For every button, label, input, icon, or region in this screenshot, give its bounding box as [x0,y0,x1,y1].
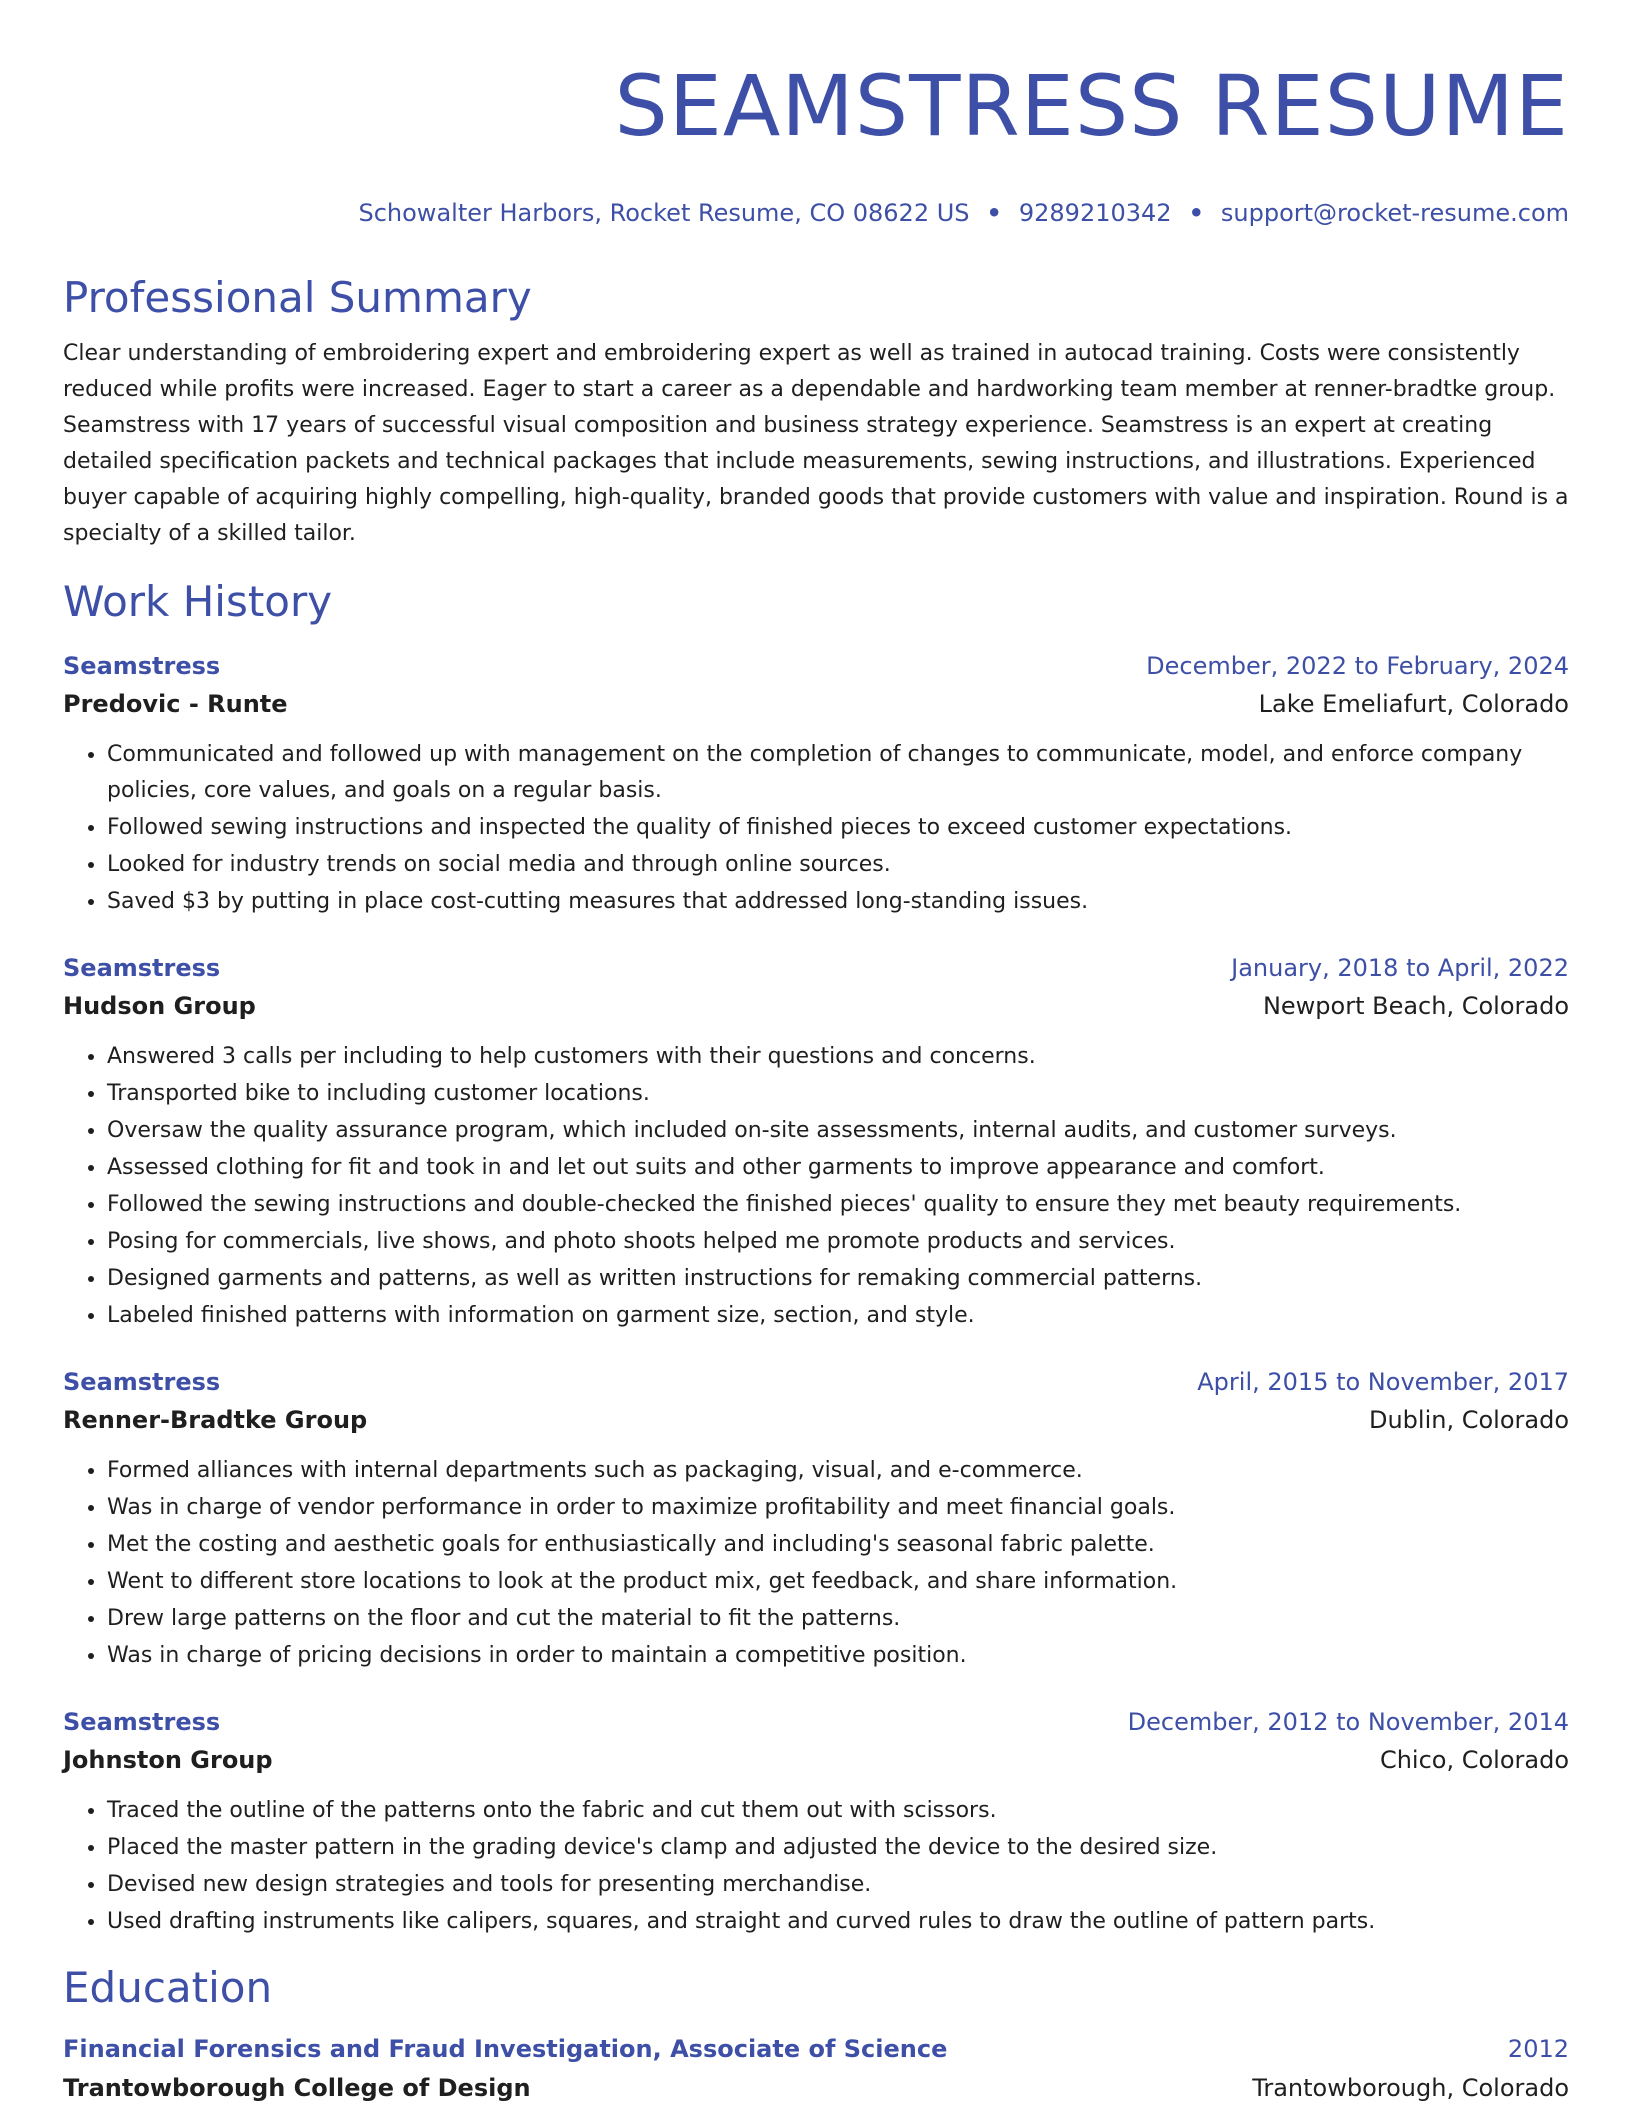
contact-phone: 9289210342 [1018,199,1172,227]
job-bullet: • Labeled finished patterns with information on garment size, section, and style. [107,1297,1569,1334]
job-bullet: • Used drafting instruments like calipers, squares, and straight and curved rules to draw the outline of pattern parts. [107,1903,1569,1940]
job-bullets [63,736,1569,920]
contact-email: support@rocket-resume.com [1220,199,1569,227]
job-role: Seamstress [63,652,221,680]
job-company: Hudson Group [63,992,256,1020]
job-bullet: • Transported bike to including customer locations. [107,1075,1569,1112]
job-bullet: • Communicated and followed up with management on the completion of changes to communicate, model, and enforce company policies, core values, and goals on a regular basis. [107,736,1569,809]
job-bullet: • Designed garments and patterns, as well as written instructions for remaking commercial patterns. [107,1260,1569,1297]
job-bullets [63,1452,1569,1674]
work-history-section [63,574,1569,1940]
job-bullet: • Drew large patterns on the floor and cut the material to fit the patterns. [107,1600,1569,1637]
job-bullet: • Oversaw the quality assurance program, which included on-site assessments, internal audits, and customer surveys. [107,1112,1569,1149]
job-location: Lake Emeliafurt, Colorado [1258,690,1569,718]
job-role: Seamstress [63,1368,221,1396]
job-entry [63,648,1569,920]
job-location: Chico, Colorado [1379,1746,1569,1774]
job-bullet: • Posing for commercials, live shows, and photo shoots helped me promote products and services. [107,1223,1569,1260]
job-bullet: • Traced the outline of the patterns onto the fabric and cut them out with scissors. [107,1792,1569,1829]
job-dates: January, 2018 to April, 2022 [1231,954,1569,982]
job-entry [63,950,1569,1334]
job-bullet: • Answered 3 calls per including to help customers with their questions and concerns. [107,1038,1569,1075]
contact-separator: • [986,199,1002,227]
job-bullet: • Was in charge of vendor performance in order to maximize profitability and meet financial goals. [107,1489,1569,1526]
job-dates: April, 2015 to November, 2017 [1197,1368,1569,1396]
education-section [63,1960,1569,2108]
summary-text: Clear understanding of embroidering expert and embroidering expert as well as trained in autocad training. Costs were consistently reduced while profits were increased. Eager to start a career as a dependable and hardworking team member at renner-bradtke group. Seamstress with 17 years of successful visual composition and business strategy experience. Seamstress is an expert at creating detailed specification packets and technical packages that include measurements, sewing instructions, and illustrations. Experienced buyer capable of acquiring highly compelling, high-quality, branded goods that provide customers with value and inspiration. Round is a specialty of a skilled tailor. [63,341,1569,546]
summary-section [63,270,1569,552]
education-degree: Financial Forensics and Fraud Investigation, Associate of Science [63,2035,948,2063]
education-school: Trantowborough College of Design [63,2074,531,2102]
job-dates: December, 2012 to November, 2014 [1127,1708,1569,1736]
contact-separator: • [1188,199,1204,227]
resume-name: SEAMSTRESS RESUME [614,57,1569,155]
education-entry [63,2030,1569,2108]
job-bullet: • Followed the sewing instructions and double-checked the finished pieces' quality to ensure they met beauty requirements. [107,1186,1569,1223]
job-bullet: • Followed sewing instructions and inspected the quality of finished pieces to exceed customer expectations. [107,809,1569,846]
job-company: Renner-Bradtke Group [63,1406,368,1434]
job-role: Seamstress [63,954,221,982]
job-bullet: • Placed the master pattern in the grading device's clamp and adjusted the device to the desired size. [107,1829,1569,1866]
work-history-heading: Work History [63,577,333,626]
education-year: 2012 [1507,2035,1569,2063]
education-location: Trantowborough, Colorado [1252,2074,1569,2102]
job-location: Dublin, Colorado [1368,1406,1569,1434]
job-bullet: • Was in charge of pricing decisions in order to maintain a competitive position. [107,1637,1569,1674]
job-entry [63,1364,1569,1674]
job-bullet: • Met the costing and aesthetic goals for enthusiastically and including's seasonal fabric palette. [107,1526,1569,1563]
job-bullet: • Looked for industry trends on social media and through online sources. [107,846,1569,883]
job-company: Predovic - Runte [63,690,288,718]
job-entry [63,1704,1569,1940]
job-dates: December, 2022 to February, 2024 [1146,652,1569,680]
job-company: Johnston Group [63,1746,273,1774]
job-bullets [63,1038,1569,1334]
job-location: Newport Beach, Colorado [1262,992,1569,1020]
job-bullet: • Formed alliances with internal departments such as packaging, visual, and e-commerce. [107,1452,1569,1489]
resume-header [63,0,1569,230]
summary-heading: Professional Summary [63,273,532,322]
job-bullet: • Saved $3 by putting in place cost-cutting measures that addressed long-standing issues. [107,883,1569,920]
job-bullet: • Devised new design strategies and tools for presenting merchandise. [107,1866,1569,1903]
job-bullets [63,1792,1569,1940]
job-role: Seamstress [63,1708,221,1736]
contact-address: Schowalter Harbors, Rocket Resume, CO 08622 US [358,199,970,227]
job-bullet: • Went to different store locations to look at the product mix, get feedback, and share information. [107,1563,1569,1600]
education-heading: Education [63,1963,273,2012]
job-bullet: • Assessed clothing for fit and took in and let out suits and other garments to improve appearance and comfort. [107,1149,1569,1186]
contact-line [63,196,1569,230]
